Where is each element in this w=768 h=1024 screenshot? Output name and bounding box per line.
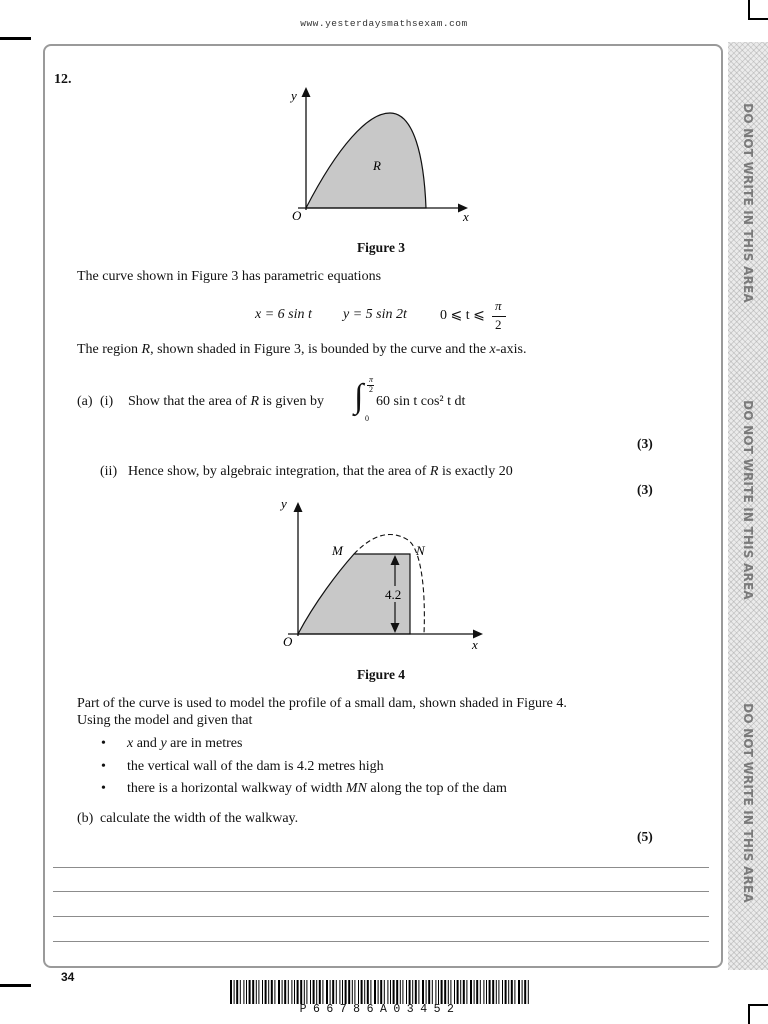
barcode-bar	[271, 980, 273, 1004]
barcode-bar	[426, 980, 427, 1004]
region-text-2: , shown shaded in Figure 3, is bounded by the curve and the	[150, 342, 490, 357]
barcode-bar	[230, 980, 232, 1004]
barcode-bar	[496, 980, 497, 1004]
region-r-shaded	[306, 113, 426, 208]
barcode-bar	[265, 980, 267, 1004]
barcode-bar	[380, 980, 382, 1004]
barcode-bar	[330, 980, 331, 1004]
crop-mark	[748, 18, 768, 20]
part-b-marks: (5)	[637, 829, 653, 844]
crop-mark	[748, 0, 750, 20]
barcode-bar	[256, 980, 257, 1004]
barcode-bar	[278, 980, 280, 1004]
barcode-bar	[412, 980, 413, 1004]
equation-y: y = 5 sin 2t	[343, 307, 407, 322]
range-fraction-den: 2	[495, 317, 502, 332]
barcode-bar	[483, 980, 484, 1004]
answer-line	[53, 916, 709, 917]
barcode-bar	[370, 980, 371, 1004]
part-a-label: (a)	[77, 394, 93, 409]
barcode	[230, 980, 532, 1004]
barcode-bar	[486, 980, 487, 1004]
barcode-bar	[336, 980, 337, 1004]
barcode-bar	[505, 980, 507, 1004]
barcode-bar	[428, 980, 430, 1004]
figure-4	[270, 490, 490, 655]
part-b-label: (b)	[77, 811, 94, 826]
region-x-symbol: x	[489, 342, 496, 357]
barcode-bar	[508, 980, 509, 1004]
barcode-bar	[400, 980, 401, 1004]
dam-text-1: Part of the curve is used to model the profile of a small dam, shown shaded in Figure 4.	[77, 696, 567, 711]
intro-text: The curve shown in Figure 3 has parametric equations	[77, 269, 382, 284]
region-text-3: -axis.	[495, 342, 527, 357]
region-label: R	[373, 158, 381, 173]
barcode-bar	[457, 980, 459, 1004]
barcode-bar	[358, 980, 359, 1004]
integral-upper-den: 2	[369, 385, 373, 394]
barcode-number: P66786A03452	[299, 1003, 461, 1016]
barcode-bar	[297, 980, 299, 1004]
barcode-bar	[361, 980, 363, 1004]
part-a-ii-marks: (3)	[637, 482, 653, 497]
barcode-bar	[393, 980, 395, 1004]
barcode-bar	[322, 980, 323, 1004]
barcode-bar	[268, 980, 269, 1004]
barcode-bar	[348, 980, 350, 1004]
barcode-bar	[240, 980, 241, 1004]
barcode-bar	[288, 980, 289, 1004]
region-description	[77, 342, 526, 358]
barcode-bar	[466, 980, 467, 1004]
barcode-bar	[367, 980, 369, 1004]
y-axis-arrow	[302, 87, 311, 97]
origin-label: O	[283, 634, 293, 649]
barcode-bar	[326, 980, 328, 1004]
barcode-bar	[474, 980, 475, 1004]
barcode-bar	[300, 980, 302, 1004]
barcode-bar	[489, 980, 491, 1004]
barcode-bar	[422, 980, 424, 1004]
header-url: www.yesterdaysmathsexam.com	[300, 18, 468, 29]
bullet-item: the vertical wall of the dam is 4.2 metres high	[127, 759, 384, 774]
label-m: M	[332, 543, 343, 558]
barcode-bar	[246, 980, 247, 1004]
crop-mark	[0, 984, 31, 987]
bullet-marker: •	[101, 736, 106, 751]
barcode-bar	[384, 980, 385, 1004]
region-text-1: The region	[77, 342, 142, 357]
barcode-bar	[522, 980, 523, 1004]
bullet-item: x and y are in metres	[127, 736, 243, 751]
barcode-bar	[304, 980, 305, 1004]
barcode-bar	[498, 980, 499, 1004]
barcode-bar	[470, 980, 472, 1004]
y-axis-arrow	[294, 502, 303, 512]
barcode-bar	[492, 980, 494, 1004]
figure-3-caption: Figure 3	[356, 240, 406, 255]
barcode-bar	[435, 980, 436, 1004]
part-a-i-marks: (3)	[637, 436, 653, 451]
barcode-bar	[252, 980, 254, 1004]
part-a-i-text: Show that the area of R is given by	[128, 394, 324, 409]
barcode-bar	[450, 980, 451, 1004]
barcode-bar	[243, 980, 244, 1004]
barcode-bar	[313, 980, 315, 1004]
answer-line	[53, 867, 709, 868]
integrand: 60 sin t cos² t dt	[376, 394, 466, 409]
barcode-bar	[387, 980, 388, 1004]
barcode-bar	[319, 980, 321, 1004]
barcode-bar	[291, 980, 292, 1004]
barcode-bar	[354, 980, 355, 1004]
barcode-bar	[480, 980, 481, 1004]
figure-3	[280, 82, 480, 228]
x-axis-label: x	[472, 637, 478, 652]
y-axis-label: y	[281, 496, 287, 511]
integral-sign: ∫	[354, 378, 364, 415]
part-b-text: calculate the width of the walkway.	[100, 811, 299, 826]
barcode-bar	[460, 980, 461, 1004]
crop-mark	[748, 1004, 768, 1006]
barcode-bar	[396, 980, 398, 1004]
figure-4-caption: Figure 4	[356, 667, 406, 682]
barcode-bar	[454, 980, 455, 1004]
barcode-bar	[310, 980, 311, 1004]
barcode-bar	[432, 980, 433, 1004]
barcode-bar	[463, 980, 465, 1004]
barcode-bar	[339, 980, 340, 1004]
dam-text-2: Using the model and given that	[77, 713, 253, 728]
barcode-bar	[502, 980, 503, 1004]
barcode-bar	[378, 980, 379, 1004]
barcode-bar	[524, 980, 526, 1004]
barcode-bar	[528, 980, 529, 1004]
barcode-bar	[282, 980, 283, 1004]
equation-range: 0 ⩽ t ⩽	[440, 308, 485, 323]
barcode-bar	[306, 980, 307, 1004]
part-a-ii-label: (ii)	[100, 464, 118, 479]
barcode-bar	[514, 980, 515, 1004]
barcode-bar	[409, 980, 411, 1004]
barcode-bar	[294, 980, 295, 1004]
barcode-bar	[258, 980, 259, 1004]
barcode-bar	[448, 980, 449, 1004]
barcode-bar	[332, 980, 334, 1004]
wall-height-label: 4.2	[385, 587, 402, 602]
equation-x: x = 6 sin t	[255, 307, 312, 322]
barcode-bar	[274, 980, 275, 1004]
barcode-bar	[438, 980, 439, 1004]
crop-mark	[748, 1004, 750, 1024]
y-axis-label: y	[291, 88, 297, 103]
part-a-i-r: R	[250, 394, 260, 409]
barcode-bar	[390, 980, 391, 1004]
integral-upper-num: π	[369, 375, 374, 384]
bullet-marker: •	[101, 781, 106, 796]
barcode-bar	[415, 980, 417, 1004]
part-a-ii-text: Hence show, by algebraic integration, that the area of R is exactly 20	[128, 464, 513, 479]
barcode-bar	[511, 980, 513, 1004]
label-n: N	[416, 543, 425, 558]
barcode-bar	[316, 980, 317, 1004]
barcode-bar	[364, 980, 365, 1004]
crop-mark	[0, 37, 31, 40]
x-axis-label: x	[463, 209, 469, 224]
page-number: 34	[61, 970, 75, 984]
origin-label: O	[292, 208, 302, 223]
barcode-bar	[374, 980, 376, 1004]
barcode-bar	[518, 980, 520, 1004]
barcode-bar	[262, 980, 263, 1004]
barcode-bar	[249, 980, 251, 1004]
barcode-bar	[406, 980, 407, 1004]
bullet-marker: •	[101, 759, 106, 774]
barcode-bar	[418, 980, 419, 1004]
part-a-i-label: (i)	[100, 394, 114, 409]
question-number: 12.	[54, 72, 72, 87]
integral-lower: 0	[365, 414, 369, 423]
barcode-bar	[284, 980, 286, 1004]
barcode-bar	[342, 980, 343, 1004]
answer-line	[53, 891, 709, 892]
barcode-bar	[345, 980, 347, 1004]
part-a-ii-r: R	[429, 464, 439, 479]
barcode-bar	[352, 980, 353, 1004]
range-fraction-num: π	[495, 298, 502, 313]
barcode-bar	[234, 980, 235, 1004]
barcode-bar	[476, 980, 478, 1004]
barcode-bar	[444, 980, 446, 1004]
answer-line	[53, 941, 709, 942]
barcode-bar	[402, 980, 403, 1004]
bullet-item: there is a horizontal walkway of width MN along the top of the dam	[127, 781, 507, 796]
barcode-bar	[441, 980, 443, 1004]
region-symbol: R	[141, 342, 151, 357]
barcode-bar	[236, 980, 238, 1004]
